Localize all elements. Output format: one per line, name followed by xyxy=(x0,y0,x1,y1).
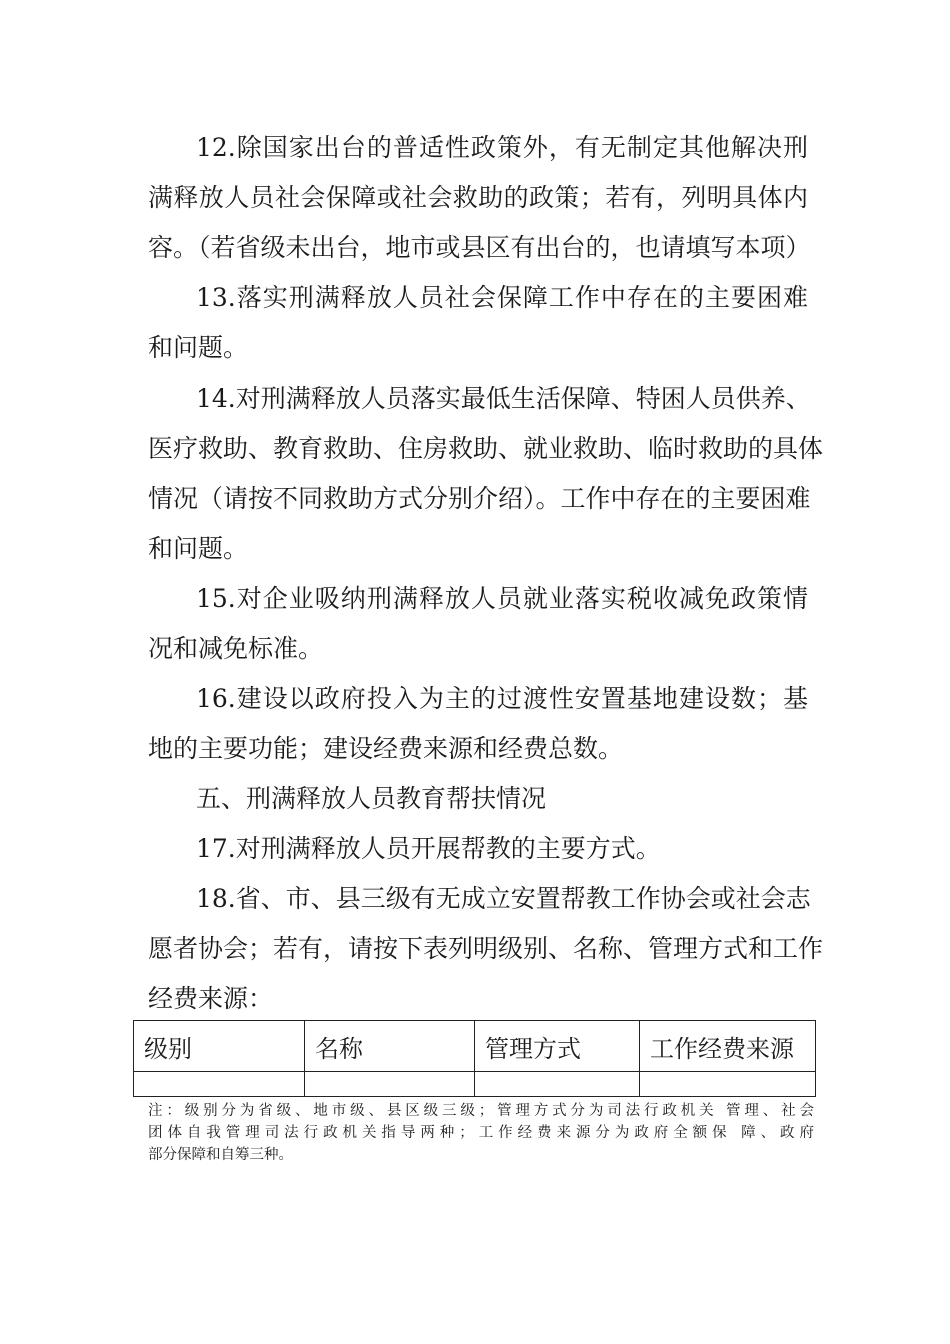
paragraph-18-line-2: 愿者协会；若有，请按下表列明级别、名称、管理方式和工作 xyxy=(148,934,824,963)
paragraph-14-line-1: 14.对刑满释放人员落实最低生活保障、特困人员供养、 xyxy=(196,384,811,413)
table-cell xyxy=(475,1072,640,1097)
table-note-line-2: 团体自我管理司法行政机关指导两种；工作经费来源分为政府全额保 障、政府 xyxy=(148,1125,814,1141)
table-cell xyxy=(134,1072,305,1097)
paragraph-14-line-2: 医疗救助、教育救助、住房救助、就业救助、临时救助的具体 xyxy=(148,434,824,463)
section-heading-5: 五、刑满释放人员教育帮扶情况 xyxy=(196,784,547,813)
paragraph-14-line-3: 情况（请按不同救助方式分别介绍）。工作中存在的主要困难 xyxy=(148,484,811,513)
table-note-line-1: 注：级别分为省级、地市级、县区级三级；管理方式分为司法行政机关 管理、社会 xyxy=(148,1103,814,1119)
paragraph-12-line-3: 容。（若省级未出台，地市或县区有出台的，也请填写本项） xyxy=(148,233,811,262)
paragraph-15-line-1: 15.对企业吸纳刑满释放人员就业落实税收减免政策情 xyxy=(196,584,808,613)
table-header-row xyxy=(134,1021,816,1072)
paragraph-16-line-2: 地的主要功能；建设经费来源和经费总数。 xyxy=(148,734,624,763)
paragraph-13-line-1: 13.落实刑满释放人员社会保障工作中存在的主要困难 xyxy=(196,283,808,312)
table-cell xyxy=(305,1072,475,1097)
paragraph-17-line-1: 17.对刑满释放人员开展帮教的主要方式。 xyxy=(196,834,661,863)
table-note-line-3: 部分保障和自筹三种。 xyxy=(148,1147,293,1163)
association-table xyxy=(133,1020,816,1097)
paragraph-18-line-1: 18.省、市、县三级有无成立安置帮教工作协会或社会志 xyxy=(196,884,811,913)
paragraph-18-line-3: 经费来源： xyxy=(148,984,274,1013)
paragraph-13-line-2: 和问题。 xyxy=(148,333,249,362)
table-header-management: 管理方式 xyxy=(475,1021,640,1072)
paragraph-12-line-1: 12.除国家出台的普适性政策外，有无制定其他解决刑 xyxy=(196,133,808,162)
table-row xyxy=(134,1072,816,1097)
table-header-name: 名称 xyxy=(305,1021,475,1072)
table-header-funding: 工作经费来源 xyxy=(640,1021,816,1072)
table-header-level: 级别 xyxy=(134,1021,305,1072)
table-cell xyxy=(640,1072,816,1097)
paragraph-16-line-1: 16.建设以政府投入为主的过渡性安置基地建设数；基 xyxy=(196,684,808,713)
paragraph-15-line-2: 况和减免标准。 xyxy=(148,634,324,663)
paragraph-14-line-4: 和问题。 xyxy=(148,534,249,563)
paragraph-12-line-2: 满释放人员社会保障或社会救助的政策；若有，列明具体内 xyxy=(148,183,808,212)
